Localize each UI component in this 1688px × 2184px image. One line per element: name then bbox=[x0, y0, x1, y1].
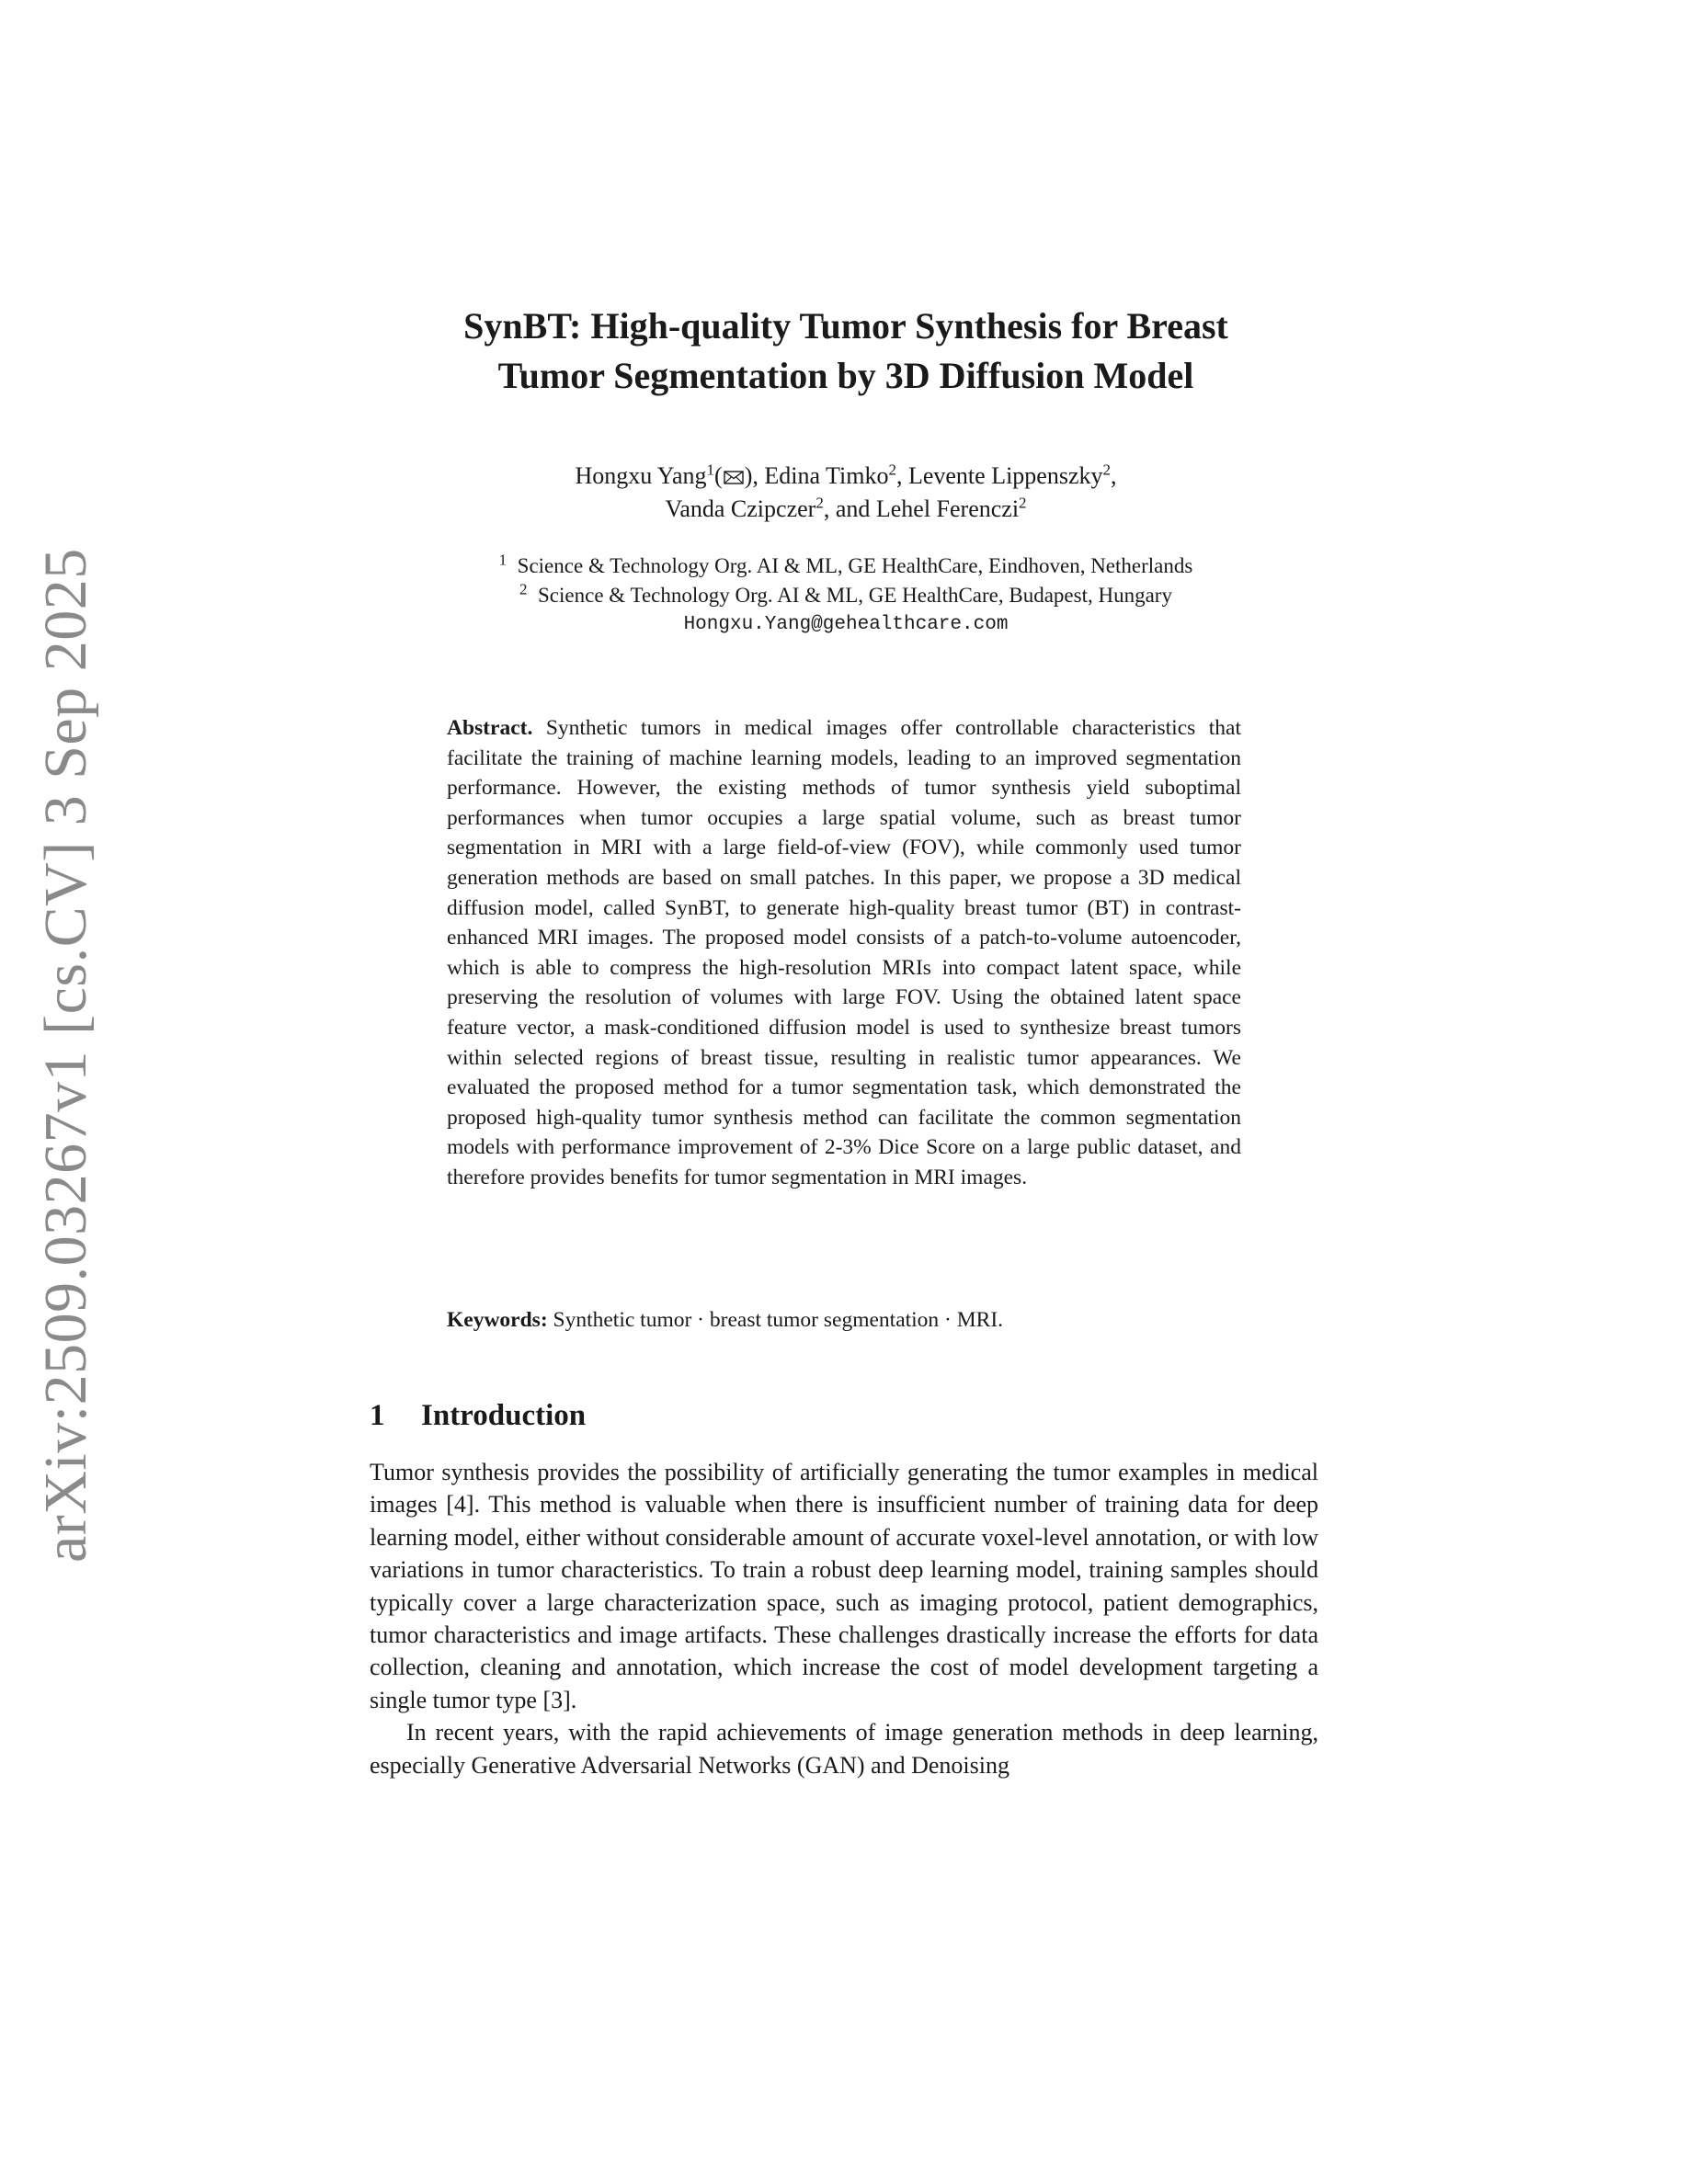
abstract-text: Synthetic tumors in medical images offer controllable characteristics that facilitate the training of machine learning models, leading to an improved segmentation performance. However, the existing methods of tumor synthesis yield suboptimal performances when tumor occupies a large spatial volume, such as breast tumor segmentation in MRI with a large field-of-view (FOV), while commonly used tumor generation methods are based on small patches. In this paper, we propose a 3D medical diffusion model, called SynBT, to generate high-quality breast tumor (BT) in contrast-enhanced MRI images. The proposed model consists of a patch-to-volume autoencoder, which is able to compress the high-resolution MRIs into compact latent space, while preserving the resolution of volumes with large FOV. Using the obtained latent space feature vector, a mask-conditioned diffusion model is used to synthesize breast tumors within selected regions of breast tissue, resulting in realistic tumor appearances. We evaluated the proposed method for a tumor segmentation task, which demonstrated the proposed high-quality tumor synthesis method can facilitate the common segmentation models with performance improvement of 2-3% Dice Score on a large public dataset, and therefore provides benefits for tumor segmentation in MRI images. bbox=[447, 716, 1241, 1189]
paper-title bbox=[349, 301, 1342, 401]
author-affil-marker: 2 bbox=[815, 494, 824, 512]
affiliations bbox=[349, 552, 1342, 640]
arxiv-watermark: arXiv:2509.03267v1 [cs.CV] 3 Sep 2025 bbox=[32, 548, 99, 1563]
author-affil-marker: 2 bbox=[888, 461, 896, 479]
title-line-1: SynBT: High-quality Tumor Synthesis for Breast bbox=[463, 305, 1228, 347]
author-list bbox=[349, 460, 1342, 526]
author-email[interactable]: Hongxu.Yang@gehealthcare.com bbox=[683, 614, 1009, 635]
affiliation-marker: 1 bbox=[498, 551, 508, 569]
affiliation-1 bbox=[349, 552, 1342, 581]
affiliation-text: Science & Technology Org. AI & ML, GE HealthCare, Budapest, Hungary bbox=[538, 584, 1172, 607]
author-affil-marker: 1 bbox=[706, 461, 715, 479]
author-name: Hongxu Yang bbox=[575, 462, 707, 489]
affiliation-2 bbox=[349, 581, 1342, 610]
section-number: 1 bbox=[370, 1399, 385, 1432]
author-affil-marker: 2 bbox=[1102, 461, 1111, 479]
title-line-2: Tumor Segmentation by 3D Diffusion Model bbox=[497, 355, 1194, 396]
affiliation-marker: 2 bbox=[519, 580, 528, 598]
section-heading bbox=[370, 1395, 586, 1436]
author-affil-marker: 2 bbox=[1019, 494, 1027, 512]
author-line-1: Hongxu Yang$^1$( ), Edina Timko$^2$, Levente Lippenszky$^2$, bbox=[575, 461, 1117, 489]
keywords-label: Keywords: bbox=[447, 1308, 548, 1332]
author-name: Lehel Ferenczi bbox=[875, 495, 1020, 522]
keywords bbox=[447, 1305, 1241, 1335]
keywords-text: Synthetic tumor · breast tumor segmentation · MRI. bbox=[553, 1308, 1004, 1332]
author-name: Vanda Czipczer bbox=[665, 495, 816, 522]
author-name: Levente Lippenszky bbox=[907, 462, 1103, 489]
author-name: Edina Timko bbox=[764, 462, 889, 489]
introduction-body bbox=[370, 1456, 1318, 1781]
affiliation-text: Science & Technology Org. AI & ML, GE HealthCare, Eindhoven, Netherlands bbox=[517, 554, 1193, 577]
envelope-icon bbox=[724, 471, 744, 484]
author-line-2: Vanda Czipczer$^2$, and Lehel Ferenczi$^2$ bbox=[665, 494, 1027, 522]
author-connector: and bbox=[835, 495, 871, 522]
paragraph-1: Tumor synthesis provides the possibility of artificially generating the tumor examples in medical images [4]. This method is valuable when there is insufficient number of training data for deep learning model, either without considerable amount of accurate voxel-level annotation, or with low variations in tumor characteristics. To train a robust deep learning model, training samples should typically cover a large characterization space, such as imaging protocol, patient demographics, tumor characteristics and image artifacts. These challenges drastically increase the efforts for data collection, cleaning and annotation, which increase the cost of model development targeting a single tumor type [3]. bbox=[370, 1459, 1318, 1713]
abstract-label: Abstract. bbox=[447, 716, 533, 740]
abstract bbox=[447, 713, 1241, 1193]
paragraph-2: In recent years, with the rapid achievements of image generation methods in deep learning, especially Generative Adversarial Networks (GAN) and Denoising bbox=[370, 1719, 1318, 1779]
section-title: Introduction bbox=[421, 1399, 587, 1432]
